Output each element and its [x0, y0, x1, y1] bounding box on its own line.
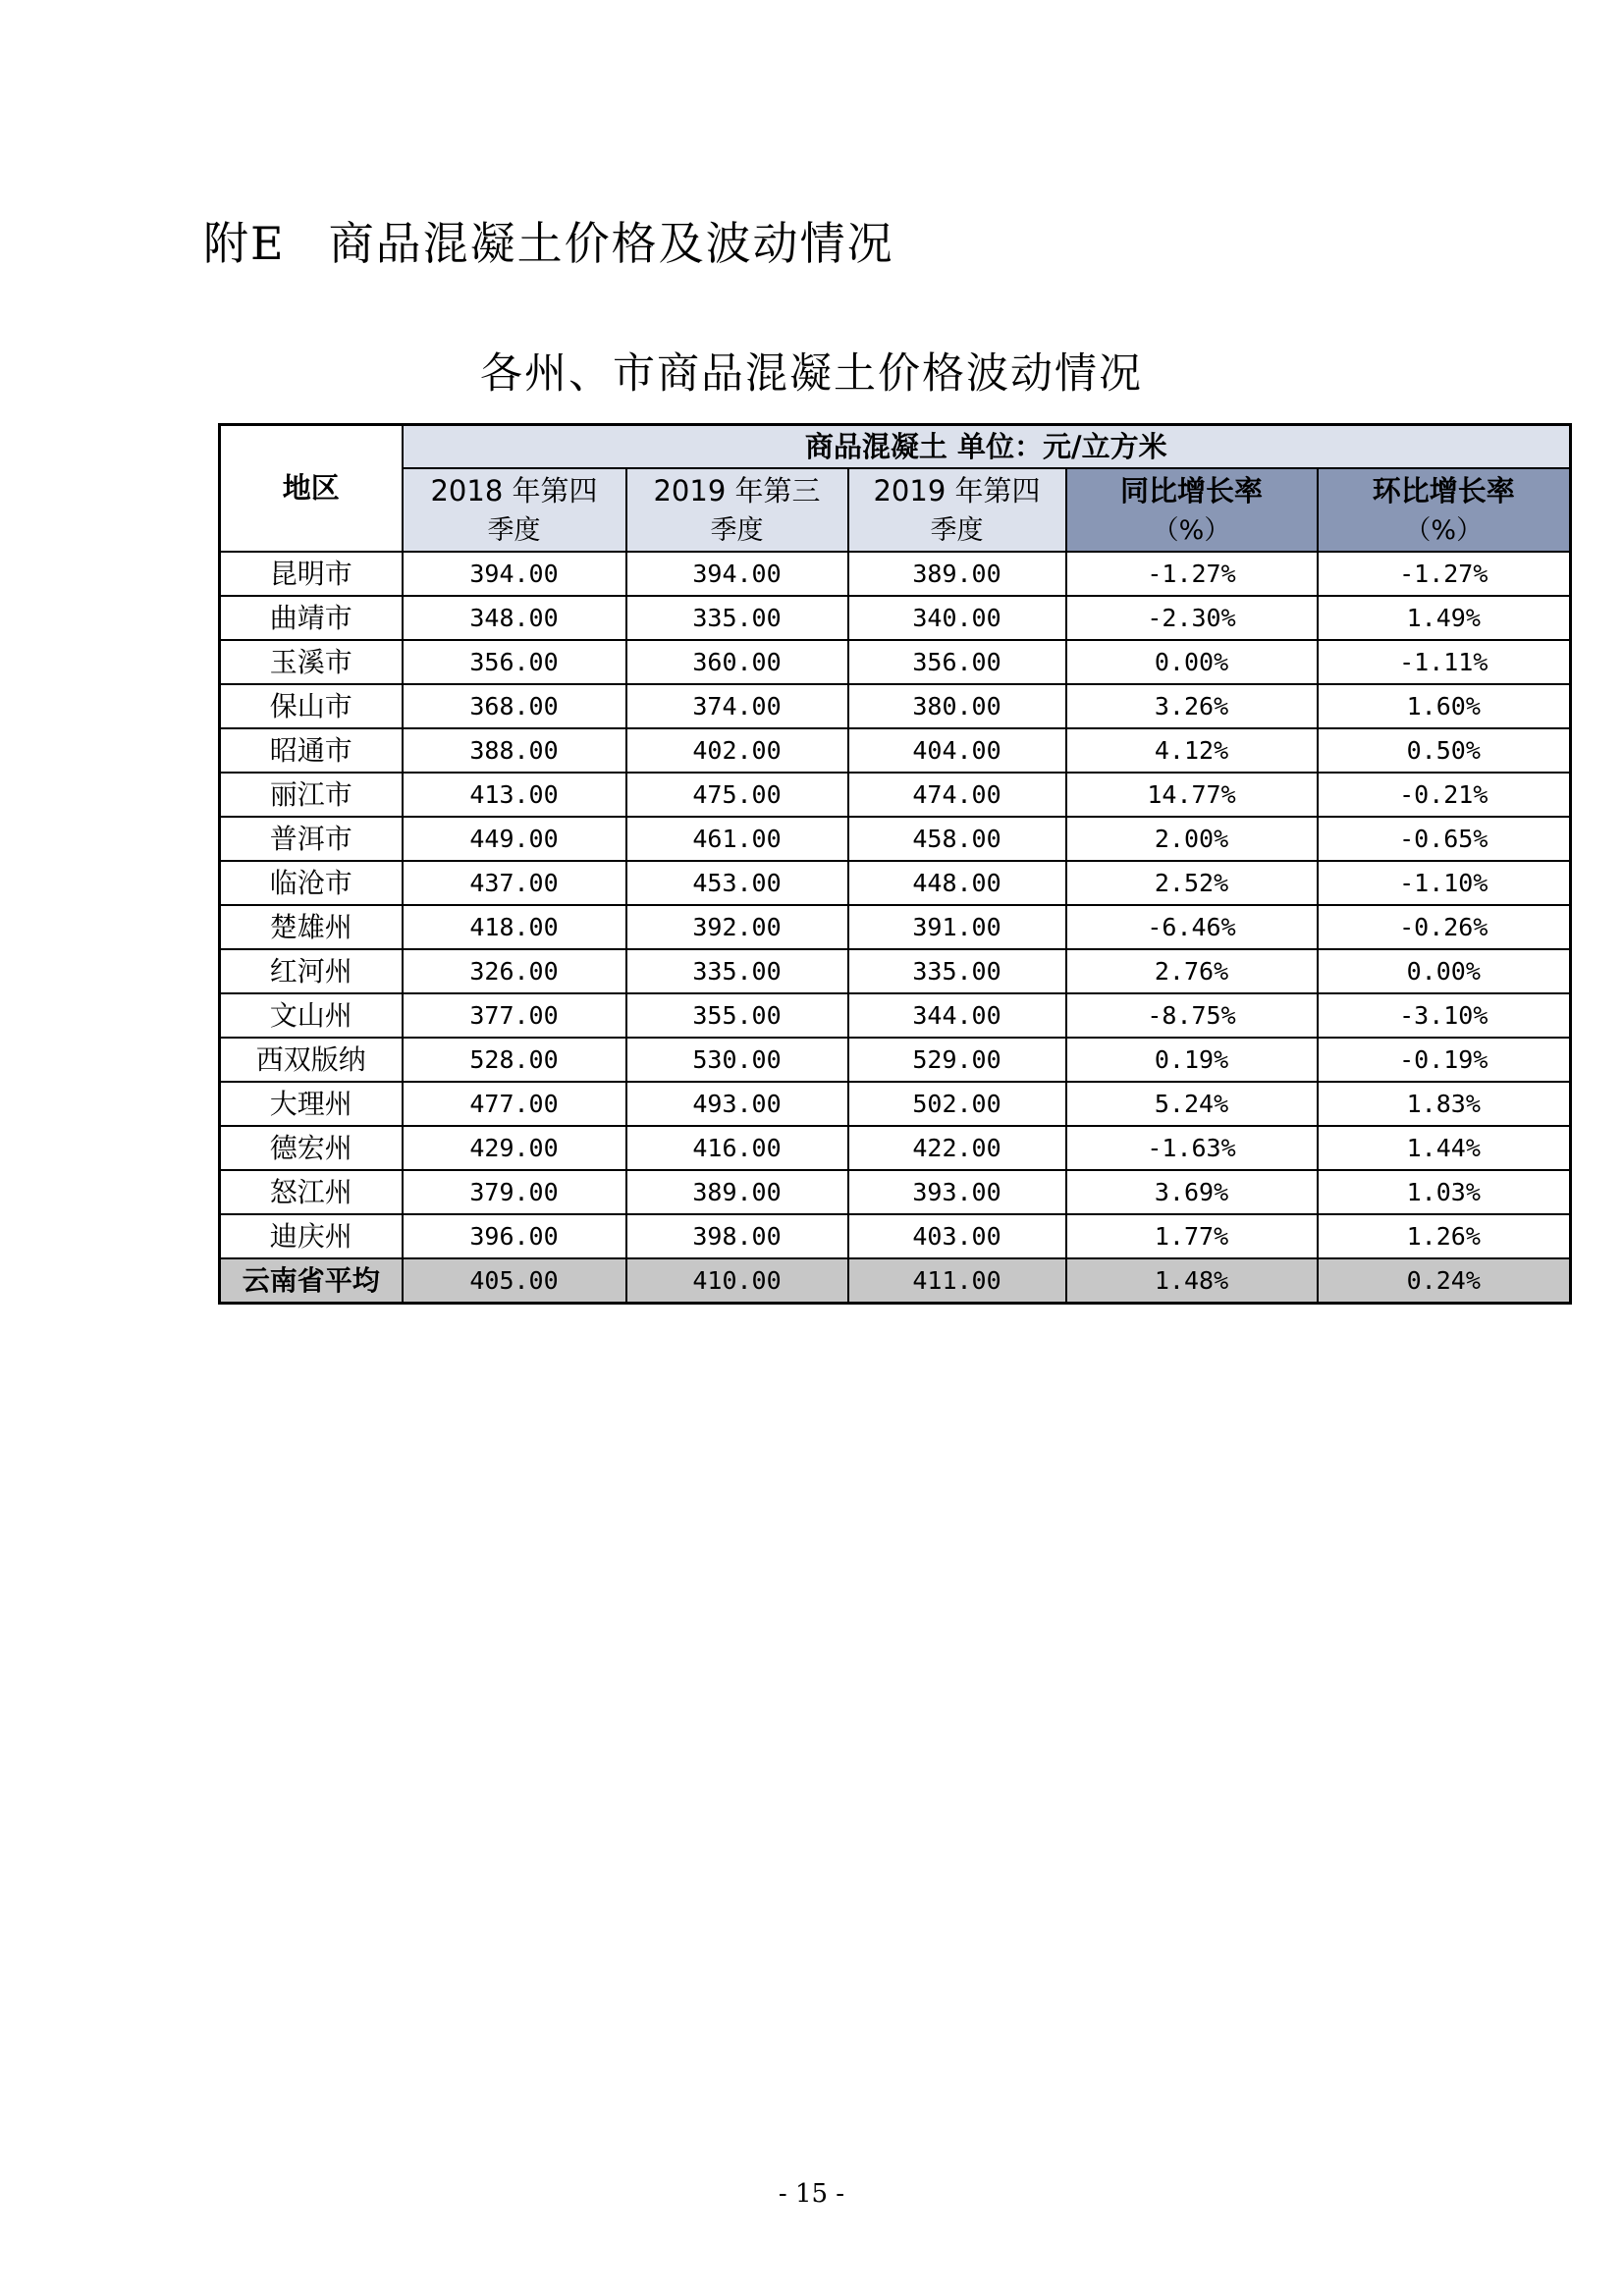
table-row — [220, 817, 1571, 861]
value-cell: 392.00 — [626, 905, 848, 949]
value-cell: -1.27% — [1066, 552, 1318, 596]
table-row — [220, 596, 1571, 640]
col-header-qoq-growth — [1318, 468, 1571, 552]
value-cell: 396.00 — [403, 1214, 626, 1258]
value-cell: 1.83% — [1318, 1082, 1571, 1126]
value-cell: 374.00 — [626, 684, 848, 728]
region-cell: 楚雄州 — [220, 905, 403, 949]
value-cell: 356.00 — [403, 640, 626, 684]
value-cell: 1.49% — [1318, 596, 1571, 640]
appendix-label: 附E — [203, 217, 286, 270]
col-header-line1: 2019 年第三 — [653, 473, 821, 507]
value-cell: 502.00 — [848, 1082, 1066, 1126]
value-cell: -0.26% — [1318, 905, 1571, 949]
value-cell: -1.27% — [1318, 552, 1571, 596]
table-row — [220, 728, 1571, 773]
value-cell: 356.00 — [848, 640, 1066, 684]
value-cell: 449.00 — [403, 817, 626, 861]
table-row — [220, 1038, 1571, 1082]
table-row — [220, 905, 1571, 949]
value-cell: -3.10% — [1318, 993, 1571, 1038]
col-header-line2: 季度 — [930, 514, 984, 546]
value-cell: 1.26% — [1318, 1214, 1571, 1258]
value-cell: -1.63% — [1066, 1126, 1318, 1170]
region-cell: 文山州 — [220, 993, 403, 1038]
value-cell: 368.00 — [403, 684, 626, 728]
value-cell: 416.00 — [626, 1126, 848, 1170]
value-cell: 458.00 — [848, 817, 1066, 861]
region-cell: 丽江市 — [220, 773, 403, 817]
value-cell: 3.69% — [1066, 1170, 1318, 1214]
value-cell: 389.00 — [848, 552, 1066, 596]
value-cell: -2.30% — [1066, 596, 1318, 640]
col-header-line2: （%） — [1404, 514, 1484, 546]
value-cell: 391.00 — [848, 905, 1066, 949]
region-cell: 西双版纳 — [220, 1038, 403, 1082]
value-cell: 355.00 — [626, 993, 848, 1038]
value-cell: 402.00 — [626, 728, 848, 773]
value-cell: 394.00 — [626, 552, 848, 596]
value-cell: 348.00 — [403, 596, 626, 640]
col-header-line1: 2018 年第四 — [430, 473, 598, 507]
value-cell: 461.00 — [626, 817, 848, 861]
region-cell: 迪庆州 — [220, 1214, 403, 1258]
value-cell: 2.76% — [1066, 949, 1318, 993]
table-row — [220, 1214, 1571, 1258]
col-header-2019-q4 — [848, 468, 1066, 552]
col-header-2018-q4 — [403, 468, 626, 552]
price-table-container — [218, 423, 1572, 1305]
col-header-line2: （%） — [1152, 514, 1231, 546]
concrete-price-table — [218, 423, 1572, 1305]
value-cell: 411.00 — [848, 1258, 1066, 1304]
value-cell: 377.00 — [403, 993, 626, 1038]
value-cell: 418.00 — [403, 905, 626, 949]
table-row — [220, 684, 1571, 728]
value-cell: 393.00 — [848, 1170, 1066, 1214]
table-row — [220, 1170, 1571, 1214]
value-cell: -1.11% — [1318, 640, 1571, 684]
value-cell: 403.00 — [848, 1214, 1066, 1258]
region-cell: 曲靖市 — [220, 596, 403, 640]
value-cell: 0.00% — [1066, 640, 1318, 684]
value-cell: 3.26% — [1066, 684, 1318, 728]
col-header-2019-q3 — [626, 468, 848, 552]
value-cell: 4.12% — [1066, 728, 1318, 773]
value-cell: 529.00 — [848, 1038, 1066, 1082]
column-header-row — [220, 468, 1571, 552]
value-cell: 335.00 — [848, 949, 1066, 993]
value-cell: 1.44% — [1318, 1126, 1571, 1170]
value-cell: 360.00 — [626, 640, 848, 684]
value-cell: 5.24% — [1066, 1082, 1318, 1126]
value-cell: 389.00 — [626, 1170, 848, 1214]
value-cell: -8.75% — [1066, 993, 1318, 1038]
table-row — [220, 949, 1571, 993]
value-cell: 340.00 — [848, 596, 1066, 640]
value-cell: 477.00 — [403, 1082, 626, 1126]
region-cell: 保山市 — [220, 684, 403, 728]
col-header-line2: 季度 — [710, 514, 764, 546]
appendix-heading — [203, 208, 894, 273]
region-cell: 普洱市 — [220, 817, 403, 861]
region-column-header: 地区 — [220, 425, 403, 553]
value-cell: 0.50% — [1318, 728, 1571, 773]
value-cell: 344.00 — [848, 993, 1066, 1038]
value-cell: 453.00 — [626, 861, 848, 905]
col-header-line1: 环比增长率 — [1372, 473, 1515, 507]
table-row — [220, 773, 1571, 817]
value-cell: 1.03% — [1318, 1170, 1571, 1214]
value-cell: 335.00 — [626, 949, 848, 993]
value-cell: 2.52% — [1066, 861, 1318, 905]
col-header-line2: 季度 — [487, 514, 541, 546]
value-cell: 1.77% — [1066, 1214, 1318, 1258]
value-cell: 422.00 — [848, 1126, 1066, 1170]
region-cell: 昭通市 — [220, 728, 403, 773]
table-row — [220, 640, 1571, 684]
value-cell: 437.00 — [403, 861, 626, 905]
region-cell: 德宏州 — [220, 1126, 403, 1170]
value-cell: 394.00 — [403, 552, 626, 596]
value-cell: 404.00 — [848, 728, 1066, 773]
region-cell: 红河州 — [220, 949, 403, 993]
value-cell: -0.65% — [1318, 817, 1571, 861]
value-cell: 405.00 — [403, 1258, 626, 1304]
value-cell: -0.19% — [1318, 1038, 1571, 1082]
value-cell: 410.00 — [626, 1258, 848, 1304]
col-header-yoy-growth — [1066, 468, 1318, 552]
value-cell: 448.00 — [848, 861, 1066, 905]
col-header-line1: 2019 年第四 — [873, 473, 1041, 507]
value-cell: 326.00 — [403, 949, 626, 993]
region-cell: 云南省平均 — [220, 1258, 403, 1304]
table-row — [220, 552, 1571, 596]
table-row — [220, 1082, 1571, 1126]
value-cell: -0.21% — [1318, 773, 1571, 817]
page-number: - 15 - — [778, 2179, 845, 2209]
average-row — [220, 1258, 1571, 1304]
table-title: 各州、市商品混凝土价格波动情况 — [480, 349, 1143, 399]
value-cell: 14.77% — [1066, 773, 1318, 817]
value-cell: 530.00 — [626, 1038, 848, 1082]
region-cell: 玉溪市 — [220, 640, 403, 684]
value-cell: 1.48% — [1066, 1258, 1318, 1304]
value-cell: 474.00 — [848, 773, 1066, 817]
col-header-line1: 同比增长率 — [1119, 473, 1263, 507]
region-cell: 昆明市 — [220, 552, 403, 596]
table-body — [220, 552, 1571, 1304]
value-cell: 0.00% — [1318, 949, 1571, 993]
value-cell: -1.10% — [1318, 861, 1571, 905]
value-cell: 380.00 — [848, 684, 1066, 728]
table-row — [220, 861, 1571, 905]
value-cell: 528.00 — [403, 1038, 626, 1082]
value-cell: 2.00% — [1066, 817, 1318, 861]
value-cell: 398.00 — [626, 1214, 848, 1258]
value-cell: 1.60% — [1318, 684, 1571, 728]
region-cell: 大理州 — [220, 1082, 403, 1126]
value-cell: 493.00 — [626, 1082, 848, 1126]
value-cell: 0.19% — [1066, 1038, 1318, 1082]
table-row — [220, 1126, 1571, 1170]
value-cell: 475.00 — [626, 773, 848, 817]
value-cell: 379.00 — [403, 1170, 626, 1214]
region-cell: 怒江州 — [220, 1170, 403, 1214]
value-cell: -6.46% — [1066, 905, 1318, 949]
table-row — [220, 993, 1571, 1038]
unit-header: 商品混凝土 单位：元/立方米 — [403, 425, 1571, 469]
region-cell: 临沧市 — [220, 861, 403, 905]
value-cell: 335.00 — [626, 596, 848, 640]
value-cell: 388.00 — [403, 728, 626, 773]
value-cell: 429.00 — [403, 1126, 626, 1170]
value-cell: 0.24% — [1318, 1258, 1571, 1304]
value-cell: 413.00 — [403, 773, 626, 817]
appendix-title: 商品混凝土价格及波动情况 — [328, 217, 894, 270]
